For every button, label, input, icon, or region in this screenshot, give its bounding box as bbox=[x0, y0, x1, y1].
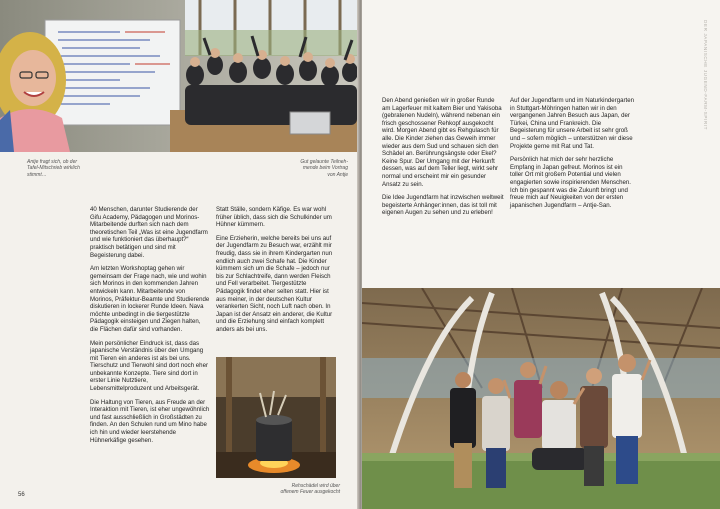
right-column-1 bbox=[382, 97, 504, 223]
paragraph: Die Idee Jugendfarm hat inzwischen weltweit begeisterte Anhänger:innen, das ist toll mit eigenen Augen zu sehen und zu erleben! bbox=[382, 194, 504, 217]
paragraph: Am letzten Workshoptag gehen wir gemeinsam der Frage nach, wie und wohin sich Morinos in den kommenden Jahren entwickeln kann. Mitarbeitende von Morinos, Präfektur-Beamte und Studierende diskutieren in lockerer Runde Ideen. Nava möchte unbedingt in die tiergestützte Pädagogik einsteigen und Ziegen halten, die Flächen dafür sind vorhanden. bbox=[90, 265, 210, 333]
left-column-1 bbox=[90, 206, 210, 450]
paragraph: Eine Erzieherin, welche bereits bei uns auf der Jugendfarm zu Besuch war, erzählt mir freudig, dass sie in ihrem Kindergarten nun endlich auch zwei Schafe hat. Die Kinder kümmern sich um die Schafe – jedoch nur bis zur Schlachtreife, dann werden Fleisch und Fell verarbeitet. Tiergestützte Pädagogik findet eher selten statt. Hier ist aus meiner, in der deutschen Kultur verankerten Sicht, noch Luft nach oben. In Japan ist der Ansatz ein anderer, die Kultur und die Erziehung sind einfach komplett anders als bei uns. bbox=[216, 234, 333, 333]
caption-fire: Rehschädel wird über offenem Feuer ausgekocht bbox=[280, 483, 340, 496]
left-page bbox=[0, 0, 359, 509]
paragraph: 40 Menschen, darunter Studierende der Gifu Academy, Pädagogen und Morinos-Mitarbeitende durften sich nach dem theoretischen Teil „Was ist eine Jugendfarm und wie funktioniert das überhaupt?“ praktisch betätigen und sind mit Begeisterung dabei. bbox=[90, 206, 208, 259]
paragraph: Auf der Jugendfarm und im Naturkindergarten in Stuttgart-Möhringen hatten wir in den vergangenen Jahren Besuch aus Japan, der Türkei, China und Frankreich. Die Begeisterung für unsere Arbeit ist sehr groß und – sofern möglich – unterstützen wir diese Projekte gerne mit Rat und Tat. bbox=[510, 97, 634, 150]
paragraph: Mein persönlicher Eindruck ist, dass das japanische Verständnis über den Umgang mit Tieren ein anderes ist als bei uns. Tierschutz und Tierwohl sind dort noch eher unbekannte Konzepte. Tiere sind dort in erster Linie Nutztiere, Lebensmittelproduzent und Arbeitsgerät. bbox=[90, 339, 208, 393]
caption-selfie: Antje fragt sich, ob der Tafel-Mitschrieb wirklich stimmt… bbox=[27, 159, 80, 178]
photo-workshop-selfie bbox=[0, 0, 357, 152]
photo-deer-skull-fire bbox=[216, 357, 336, 478]
paragraph: Statt Ställe, sondern Käfige. Es war wohl früher üblich, dass sich die Schulkinder um Hühner kümmern. bbox=[216, 206, 332, 229]
right-page bbox=[362, 0, 720, 509]
paragraph: Den Abend genießen wir in großer Runde am Lagerfeuer mit kaltem Bier und Yakisoba (gebratenen Nudeln), während nebenan ein frisch geschossener Rehkopf ausgekocht wird. Morgen Abend gibt es Rehgulasch für alle. Die Kinder ziehen das Geweih immer wieder aus dem Sud und schauen sich den Schädel an. Berührungsängste oder Ekel? Keine Spur. Der Umgang mit der Herkunft dessen, was auf dem Teller liegt, wirkt sehr normal und erscheint mir ein gesunder Ansatz zu sein. bbox=[382, 97, 502, 188]
paragraph: Persönlich hat mich der sehr herzliche Empfang in Japan gefreut. Morinos ist ein toller Ort mit großem Potential und vielen engagierten sowie inspirierenden Menschen. Ich bin gespannt was die Zukunft bringt und freue mich auf Neuigkeiten von der ersten japanischen Jugendfarm – Antje-San. bbox=[510, 156, 631, 209]
running-head: DER JAPANISCHE JUGEND-FARM-SPIRIT bbox=[703, 20, 708, 131]
left-column-2 bbox=[216, 206, 336, 340]
caption-group: Gut gelaunte Teilneh- mende beim Vortrag von Antje bbox=[300, 159, 348, 178]
page-number: 56 bbox=[18, 492, 25, 498]
photo-group-pavilion bbox=[362, 288, 720, 509]
paragraph: Die Haltung von Tieren, aus Freude an der Interaktion mit Tieren, ist eher ungewöhnlich und fast ausschließlich in Großstädten zu finden. An den Schulen rund um Mino habe ich hin und wieder leerstehende Hühnerkäfige gesehen. bbox=[90, 398, 210, 444]
right-column-2 bbox=[510, 97, 634, 215]
